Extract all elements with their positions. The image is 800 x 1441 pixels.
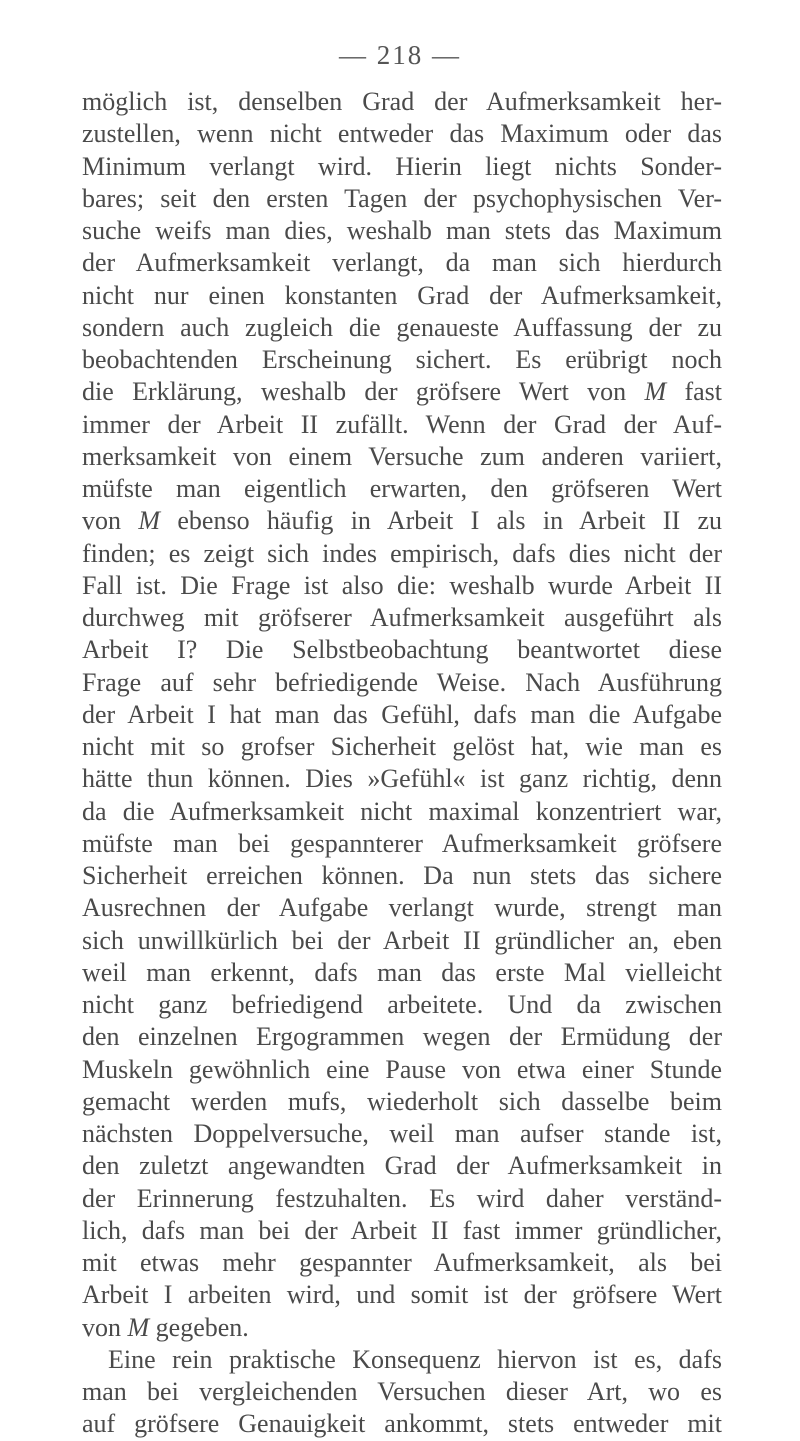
text-line: da die Aufmerksamkeit nicht maximal konzentriert war, — [82, 796, 722, 826]
text-line: Fall ist. Die Frage ist also die: weshalb wurde Arbeit II — [82, 570, 722, 600]
text-line: der Erinnerung festzuhalten. Es wird daher verständ- — [82, 1183, 722, 1213]
text-line: suche weifs man dies, weshalb man stets das Maximum — [82, 216, 722, 245]
text-line: zustellen, wenn nicht entweder das Maximum oder das — [82, 119, 722, 149]
text-line: Arbeit I? Die Selbstbeobachtung beantwortet diese — [82, 635, 722, 665]
text-line: nicht nur einen konstanten Grad der Aufmerksamkeit, — [82, 280, 722, 310]
text-line: Eine rein praktische Konsequenz hiervon ist es, dafs — [108, 1344, 722, 1374]
text-line: finden; es zeigt sich indes empirisch, dafs dies nicht der — [82, 538, 722, 568]
text-line: den zuletzt angewandten Grad der Aufmerksamkeit in — [82, 1151, 722, 1181]
text-line: Minimum verlangt wird. Hierin liegt nichts Sonder- — [82, 151, 722, 181]
text-line: den einzelnen Ergogrammen wegen der Ermüdung der — [82, 1022, 722, 1052]
text-line: gemacht werden mufs, wiederholt sich dasselbe beim — [82, 1086, 722, 1116]
text-line: mit etwas mehr gespannter Aufmerksamkeit, als bei — [82, 1248, 722, 1277]
text-line: nächsten Doppelversuche, weil man aufser stande ist, — [82, 1119, 722, 1148]
page-number: — 218 — — [339, 40, 461, 70]
text-line: Frage auf sehr befriedigende Weise. Nach Ausführung — [82, 667, 722, 697]
text-line: sondern auch zugleich die genaueste Auffassung der zu — [82, 312, 722, 342]
text-line: auf gröfsere Genauigkeit ankommt, stets entweder mit — [82, 1409, 722, 1439]
text-line: Muskeln gewöhnlich eine Pause von etwa einer Stunde — [82, 1054, 722, 1084]
text-line: weil man erkennt, dafs man das erste Mal vielleicht — [82, 957, 722, 987]
text-line: möglich ist, denselben Grad der Aufmerksamkeit her- — [82, 87, 722, 116]
text-line: man bei vergleichenden Versuchen dieser Art, wo es — [82, 1377, 722, 1406]
text-line: Ausrechnen der Aufgabe verlangt wurde, strengt man — [82, 893, 722, 923]
text-line: immer der Arbeit II zufällt. Wenn der Grad der Auf- — [82, 409, 722, 439]
text-line: von M gegeben. — [82, 1312, 249, 1342]
text-line: hätte thun können. Dies »Gefühl« ist ganz richtig, denn — [82, 764, 722, 794]
text-line: müfste man eigentlich erwarten, den gröfseren Wert — [82, 474, 722, 503]
text-line: durchweg mit gröfserer Aufmerksamkeit ausgeführt als — [82, 603, 722, 632]
text-line: die Erklärung, weshalb der gröfsere Wert von M fast — [82, 377, 722, 407]
text-line: der Aufmerksamkeit verlangt, da man sich hierdurch — [82, 248, 722, 278]
text-line: bares; seit den ersten Tagen der psychophysischen Ver- — [82, 183, 722, 213]
text-line: müfste man bei gespannterer Aufmerksamkeit gröfsere — [82, 828, 722, 858]
text-line: beobachtenden Erscheinung sichert. Es erübrigt noch — [82, 345, 722, 374]
text-line: merksamkeit von einem Versuche zum anderen variiert, — [82, 441, 722, 471]
text-line: lich, dafs man bei der Arbeit II fast immer gründlicher, — [82, 1215, 722, 1245]
text-line: nicht mit so grofser Sicherheit gelöst hat, wie man es — [82, 732, 722, 761]
text-line: nicht ganz befriedigend arbeitete. Und da zwischen — [82, 990, 722, 1019]
text-line: Sicherheit erreichen können. Da nun stets das sichere — [82, 861, 722, 890]
text-line: Arbeit I arbeiten wird, und somit ist der gröfsere Wert — [82, 1280, 722, 1310]
body-text — [82, 86, 722, 1441]
text-line: sich unwillkürlich bei der Arbeit II gründlicher an, eben — [82, 925, 722, 955]
text-line: von M ebenso häufig in Arbeit I als in Arbeit II zu — [82, 506, 722, 536]
text-line: der Arbeit I hat man das Gefühl, dafs man die Aufgabe — [82, 699, 722, 729]
